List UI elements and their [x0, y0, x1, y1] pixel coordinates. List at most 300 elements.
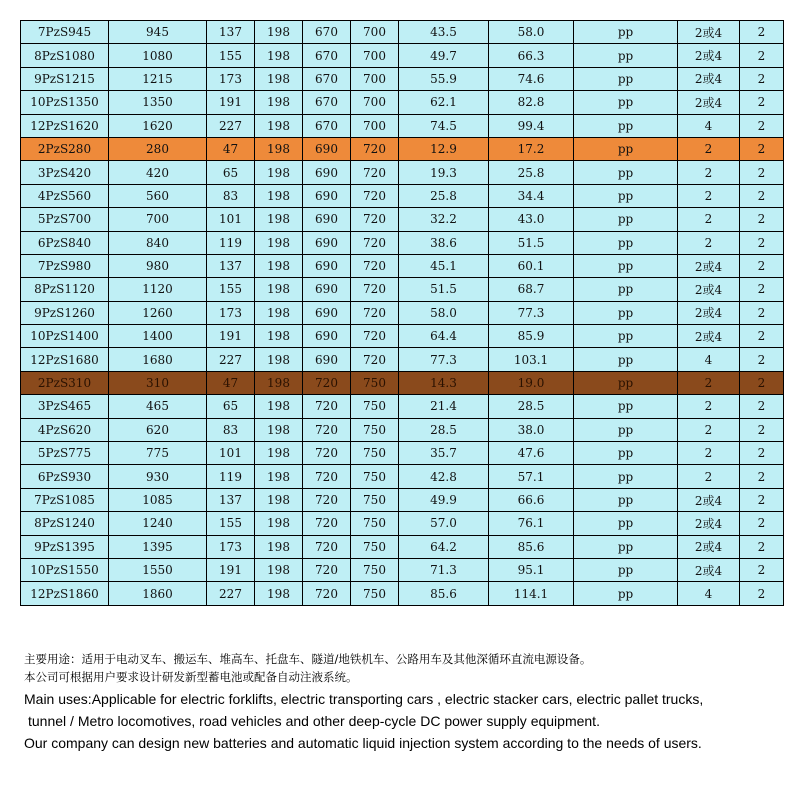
model-cell: 3PzS420: [21, 161, 109, 184]
value-cell: 560: [109, 184, 207, 207]
value-cell: 101: [207, 208, 255, 231]
value-cell: 720: [351, 184, 399, 207]
value-cell: 83: [207, 418, 255, 441]
value-cell: 2: [678, 418, 740, 441]
value-cell: 720: [351, 231, 399, 254]
value-cell: pp: [574, 325, 678, 348]
value-cell: 720: [303, 558, 351, 581]
value-cell: 670: [303, 21, 351, 44]
table-row: [21, 488, 784, 511]
value-cell: 42.8: [399, 465, 489, 488]
value-cell: 2: [678, 161, 740, 184]
value-cell: 21.4: [399, 395, 489, 418]
model-cell: 9PzS1260: [21, 301, 109, 324]
value-cell: pp: [574, 21, 678, 44]
value-cell: 945: [109, 21, 207, 44]
value-cell: 2或4: [678, 558, 740, 581]
value-cell: 58.0: [399, 301, 489, 324]
value-cell: 700: [351, 91, 399, 114]
value-cell: 227: [207, 582, 255, 605]
value-cell: 720: [351, 325, 399, 348]
value-cell: 700: [351, 67, 399, 90]
value-cell: 198: [255, 558, 303, 581]
value-cell: 720: [303, 512, 351, 535]
value-cell: 32.2: [399, 208, 489, 231]
value-cell: 2: [740, 91, 784, 114]
value-cell: 2: [740, 278, 784, 301]
value-cell: 68.7: [489, 278, 574, 301]
value-cell: pp: [574, 535, 678, 558]
value-cell: 49.7: [399, 44, 489, 67]
value-cell: 690: [303, 184, 351, 207]
value-cell: 198: [255, 114, 303, 137]
value-cell: 62.1: [399, 91, 489, 114]
value-cell: 198: [255, 67, 303, 90]
table-row: [21, 512, 784, 535]
value-cell: 4: [678, 114, 740, 137]
table-row: [21, 558, 784, 581]
value-cell: pp: [574, 488, 678, 511]
value-cell: 690: [303, 348, 351, 371]
value-cell: 51.5: [399, 278, 489, 301]
value-cell: 700: [351, 44, 399, 67]
value-cell: 71.3: [399, 558, 489, 581]
model-cell: 7PzS945: [21, 21, 109, 44]
value-cell: pp: [574, 442, 678, 465]
value-cell: 77.3: [399, 348, 489, 371]
table-row: [21, 231, 784, 254]
value-cell: 173: [207, 301, 255, 324]
value-cell: 198: [255, 418, 303, 441]
value-cell: 74.6: [489, 67, 574, 90]
value-cell: pp: [574, 184, 678, 207]
value-cell: 690: [303, 325, 351, 348]
notes-cn-uses: 主要用途：适用于电动叉车、搬运车、堆高车、托盘车、隧道/地铁机车、公路用车及其他深循环直流电源设备。: [24, 652, 592, 666]
value-cell: 155: [207, 44, 255, 67]
value-cell: 2: [740, 512, 784, 535]
value-cell: 28.5: [489, 395, 574, 418]
value-cell: 2: [740, 301, 784, 324]
value-cell: 2: [740, 442, 784, 465]
value-cell: 2: [678, 395, 740, 418]
table-row: [21, 184, 784, 207]
value-cell: 19.0: [489, 371, 574, 394]
value-cell: 750: [351, 488, 399, 511]
value-cell: 191: [207, 558, 255, 581]
table-row: [21, 208, 784, 231]
value-cell: 1550: [109, 558, 207, 581]
value-cell: 2: [678, 465, 740, 488]
value-cell: 2: [678, 208, 740, 231]
value-cell: 2: [740, 208, 784, 231]
value-cell: 198: [255, 44, 303, 67]
value-cell: 119: [207, 231, 255, 254]
table-row: [21, 21, 784, 44]
value-cell: 227: [207, 348, 255, 371]
value-cell: 1080: [109, 44, 207, 67]
value-cell: 198: [255, 465, 303, 488]
value-cell: 2: [740, 44, 784, 67]
table-row: [21, 301, 784, 324]
value-cell: 700: [351, 21, 399, 44]
value-cell: 173: [207, 67, 255, 90]
value-cell: pp: [574, 67, 678, 90]
value-cell: 155: [207, 512, 255, 535]
value-cell: 119: [207, 465, 255, 488]
value-cell: 43.0: [489, 208, 574, 231]
model-cell: 2PzS310: [21, 371, 109, 394]
value-cell: pp: [574, 348, 678, 371]
value-cell: 65: [207, 395, 255, 418]
value-cell: 720: [303, 465, 351, 488]
value-cell: 198: [255, 488, 303, 511]
value-cell: 65: [207, 161, 255, 184]
value-cell: 17.2: [489, 137, 574, 160]
value-cell: 66.3: [489, 44, 574, 67]
value-cell: 58.0: [489, 21, 574, 44]
value-cell: 1240: [109, 512, 207, 535]
value-cell: 64.4: [399, 325, 489, 348]
value-cell: 198: [255, 582, 303, 605]
value-cell: 95.1: [489, 558, 574, 581]
model-cell: 4PzS560: [21, 184, 109, 207]
table-body: [21, 21, 784, 606]
table-row: [21, 44, 784, 67]
value-cell: pp: [574, 137, 678, 160]
table-row: [21, 325, 784, 348]
table-row: [21, 535, 784, 558]
value-cell: 750: [351, 512, 399, 535]
value-cell: 2或4: [678, 21, 740, 44]
value-cell: 191: [207, 91, 255, 114]
notes-en-uses-cont: tunnel / Metro locomotives, road vehicles and other deep-cycle DC power supply equipment.: [28, 713, 600, 729]
value-cell: 2: [740, 21, 784, 44]
value-cell: 47.6: [489, 442, 574, 465]
value-cell: 2: [740, 325, 784, 348]
model-cell: 10PzS1400: [21, 325, 109, 348]
model-cell: 9PzS1395: [21, 535, 109, 558]
model-cell: 4PzS620: [21, 418, 109, 441]
value-cell: 198: [255, 348, 303, 371]
model-cell: 12PzS1620: [21, 114, 109, 137]
model-cell: 3PzS465: [21, 395, 109, 418]
value-cell: 690: [303, 231, 351, 254]
value-cell: 690: [303, 208, 351, 231]
value-cell: 2: [740, 67, 784, 90]
value-cell: 420: [109, 161, 207, 184]
value-cell: pp: [574, 278, 678, 301]
value-cell: 750: [351, 535, 399, 558]
value-cell: 198: [255, 535, 303, 558]
value-cell: pp: [574, 208, 678, 231]
value-cell: 2或4: [678, 535, 740, 558]
value-cell: 840: [109, 231, 207, 254]
value-cell: 310: [109, 371, 207, 394]
value-cell: 49.9: [399, 488, 489, 511]
notes-en-design: Our company can design new batteries and automatic liquid injection system according to the needs of users.: [24, 735, 702, 751]
value-cell: 45.1: [399, 254, 489, 277]
model-cell: 10PzS1350: [21, 91, 109, 114]
value-cell: 2或4: [678, 254, 740, 277]
value-cell: 198: [255, 254, 303, 277]
value-cell: 85.6: [399, 582, 489, 605]
model-cell: 2PzS280: [21, 137, 109, 160]
value-cell: 720: [303, 582, 351, 605]
value-cell: 2: [678, 184, 740, 207]
value-cell: 1400: [109, 325, 207, 348]
value-cell: 2: [740, 254, 784, 277]
value-cell: 690: [303, 161, 351, 184]
value-cell: 720: [351, 137, 399, 160]
table-row: [21, 582, 784, 605]
value-cell: 198: [255, 442, 303, 465]
table-row: [21, 254, 784, 277]
value-cell: pp: [574, 301, 678, 324]
value-cell: 690: [303, 301, 351, 324]
value-cell: 720: [351, 161, 399, 184]
value-cell: 2: [678, 231, 740, 254]
table-row: [21, 67, 784, 90]
value-cell: pp: [574, 418, 678, 441]
value-cell: 2: [740, 488, 784, 511]
value-cell: 19.3: [399, 161, 489, 184]
value-cell: 1260: [109, 301, 207, 324]
value-cell: 2: [740, 558, 784, 581]
value-cell: 64.2: [399, 535, 489, 558]
value-cell: 720: [351, 301, 399, 324]
table-row: [21, 114, 784, 137]
value-cell: 2: [740, 395, 784, 418]
value-cell: 1395: [109, 535, 207, 558]
value-cell: pp: [574, 91, 678, 114]
value-cell: 14.3: [399, 371, 489, 394]
value-cell: 57.1: [489, 465, 574, 488]
value-cell: 198: [255, 91, 303, 114]
value-cell: 198: [255, 512, 303, 535]
value-cell: pp: [574, 231, 678, 254]
value-cell: pp: [574, 44, 678, 67]
value-cell: 750: [351, 442, 399, 465]
table-row: [21, 91, 784, 114]
value-cell: 99.4: [489, 114, 574, 137]
table-row: [21, 442, 784, 465]
value-cell: 750: [351, 418, 399, 441]
value-cell: 2: [740, 465, 784, 488]
value-cell: 2: [740, 231, 784, 254]
value-cell: 173: [207, 535, 255, 558]
value-cell: 720: [351, 348, 399, 371]
value-cell: 750: [351, 395, 399, 418]
value-cell: 25.8: [399, 184, 489, 207]
value-cell: pp: [574, 161, 678, 184]
value-cell: 2: [740, 137, 784, 160]
value-cell: 2或4: [678, 278, 740, 301]
value-cell: 2: [678, 137, 740, 160]
value-cell: 198: [255, 325, 303, 348]
value-cell: pp: [574, 254, 678, 277]
value-cell: 85.9: [489, 325, 574, 348]
value-cell: 4: [678, 582, 740, 605]
value-cell: 2: [740, 184, 784, 207]
model-cell: 6PzS930: [21, 465, 109, 488]
value-cell: 47: [207, 137, 255, 160]
value-cell: 2: [678, 371, 740, 394]
model-cell: 8PzS1120: [21, 278, 109, 301]
value-cell: 465: [109, 395, 207, 418]
value-cell: 670: [303, 114, 351, 137]
value-cell: 720: [351, 208, 399, 231]
value-cell: 690: [303, 137, 351, 160]
table-row: [21, 465, 784, 488]
value-cell: 198: [255, 371, 303, 394]
battery-spec-table: [20, 20, 784, 606]
value-cell: 66.6: [489, 488, 574, 511]
value-cell: 2或4: [678, 91, 740, 114]
value-cell: 720: [303, 442, 351, 465]
value-cell: 76.1: [489, 512, 574, 535]
value-cell: 35.7: [399, 442, 489, 465]
notes-en-uses: Main uses:Applicable for electric forklifts, electric transporting cars , electric stacker cars, electric pallet trucks,: [24, 691, 704, 707]
notes-cn-design: 本公司可根据用户要求设计研发新型蓄电池或配备自动注液系统。: [24, 670, 358, 684]
table-row: [21, 137, 784, 160]
value-cell: 198: [255, 21, 303, 44]
value-cell: 980: [109, 254, 207, 277]
value-cell: 670: [303, 91, 351, 114]
value-cell: 930: [109, 465, 207, 488]
value-cell: 137: [207, 488, 255, 511]
table-row: [21, 161, 784, 184]
value-cell: 2: [678, 442, 740, 465]
value-cell: 620: [109, 418, 207, 441]
value-cell: 690: [303, 254, 351, 277]
value-cell: 198: [255, 301, 303, 324]
value-cell: 85.6: [489, 535, 574, 558]
value-cell: 137: [207, 254, 255, 277]
value-cell: 720: [303, 371, 351, 394]
value-cell: 137: [207, 21, 255, 44]
value-cell: 60.1: [489, 254, 574, 277]
value-cell: 1680: [109, 348, 207, 371]
value-cell: 103.1: [489, 348, 574, 371]
value-cell: 2或4: [678, 67, 740, 90]
value-cell: 38.6: [399, 231, 489, 254]
value-cell: 198: [255, 184, 303, 207]
value-cell: 750: [351, 582, 399, 605]
value-cell: 720: [303, 488, 351, 511]
value-cell: 2或4: [678, 44, 740, 67]
value-cell: 690: [303, 278, 351, 301]
value-cell: 198: [255, 395, 303, 418]
value-cell: 77.3: [489, 301, 574, 324]
value-cell: pp: [574, 465, 678, 488]
value-cell: 2: [740, 582, 784, 605]
value-cell: 1860: [109, 582, 207, 605]
value-cell: 750: [351, 558, 399, 581]
table-row: [21, 418, 784, 441]
value-cell: 12.9: [399, 137, 489, 160]
value-cell: 38.0: [489, 418, 574, 441]
value-cell: pp: [574, 582, 678, 605]
value-cell: 2: [740, 348, 784, 371]
value-cell: pp: [574, 395, 678, 418]
model-cell: 8PzS1080: [21, 44, 109, 67]
value-cell: 4: [678, 348, 740, 371]
value-cell: 57.0: [399, 512, 489, 535]
value-cell: 720: [351, 278, 399, 301]
table-row: [21, 278, 784, 301]
value-cell: 2或4: [678, 325, 740, 348]
value-cell: 1620: [109, 114, 207, 137]
value-cell: 82.8: [489, 91, 574, 114]
table-row: [21, 348, 784, 371]
value-cell: 25.8: [489, 161, 574, 184]
value-cell: 1350: [109, 91, 207, 114]
usage-notes: [24, 650, 784, 754]
model-cell: 8PzS1240: [21, 512, 109, 535]
value-cell: 1215: [109, 67, 207, 90]
value-cell: 43.5: [399, 21, 489, 44]
value-cell: 198: [255, 208, 303, 231]
value-cell: 670: [303, 67, 351, 90]
value-cell: 670: [303, 44, 351, 67]
value-cell: 1120: [109, 278, 207, 301]
value-cell: 83: [207, 184, 255, 207]
value-cell: 2或4: [678, 512, 740, 535]
value-cell: 2或4: [678, 301, 740, 324]
value-cell: 191: [207, 325, 255, 348]
table-row: [21, 395, 784, 418]
value-cell: 720: [303, 395, 351, 418]
value-cell: pp: [574, 512, 678, 535]
model-cell: 12PzS1680: [21, 348, 109, 371]
value-cell: 2: [740, 371, 784, 394]
value-cell: 55.9: [399, 67, 489, 90]
model-cell: 7PzS980: [21, 254, 109, 277]
value-cell: 750: [351, 465, 399, 488]
value-cell: pp: [574, 371, 678, 394]
value-cell: 2或4: [678, 488, 740, 511]
value-cell: 34.4: [489, 184, 574, 207]
model-cell: 9PzS1215: [21, 67, 109, 90]
value-cell: 198: [255, 161, 303, 184]
value-cell: 114.1: [489, 582, 574, 605]
value-cell: pp: [574, 114, 678, 137]
model-cell: 7PzS1085: [21, 488, 109, 511]
value-cell: 720: [351, 254, 399, 277]
model-cell: 12PzS1860: [21, 582, 109, 605]
value-cell: 74.5: [399, 114, 489, 137]
value-cell: 2: [740, 114, 784, 137]
value-cell: 227: [207, 114, 255, 137]
model-cell: 10PzS1550: [21, 558, 109, 581]
value-cell: 720: [303, 418, 351, 441]
value-cell: 51.5: [489, 231, 574, 254]
value-cell: pp: [574, 558, 678, 581]
value-cell: 1085: [109, 488, 207, 511]
value-cell: 700: [351, 114, 399, 137]
model-cell: 5PzS700: [21, 208, 109, 231]
value-cell: 2: [740, 161, 784, 184]
value-cell: 47: [207, 371, 255, 394]
value-cell: 2: [740, 535, 784, 558]
value-cell: 750: [351, 371, 399, 394]
model-cell: 6PzS840: [21, 231, 109, 254]
value-cell: 198: [255, 137, 303, 160]
value-cell: 198: [255, 231, 303, 254]
table-row: [21, 371, 784, 394]
model-cell: 5PzS775: [21, 442, 109, 465]
value-cell: 155: [207, 278, 255, 301]
